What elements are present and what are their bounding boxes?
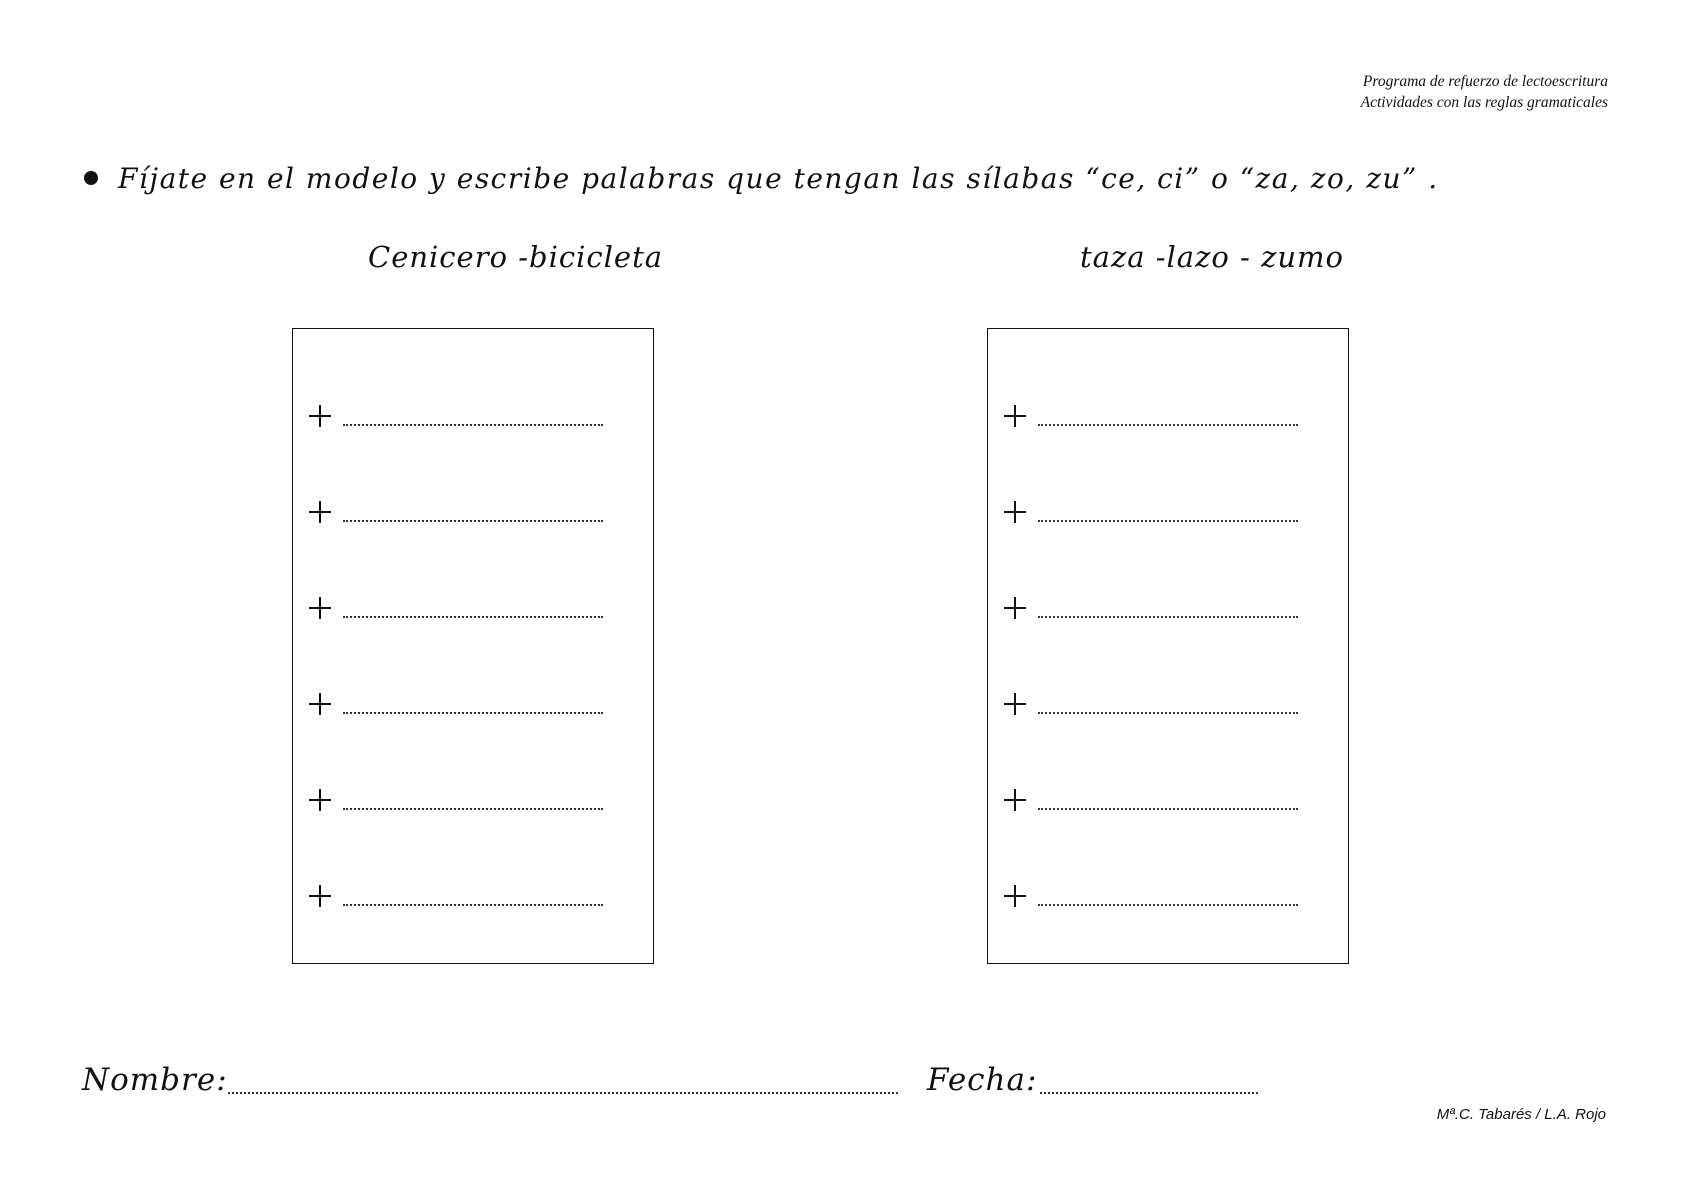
answer-line[interactable] [343,424,603,426]
answer-line[interactable] [343,616,603,618]
answer-line[interactable] [343,520,603,522]
answer-entry[interactable] [309,492,609,532]
plus-icon [309,501,331,523]
plus-icon [1004,885,1026,907]
author-credit: Mª.C. Tabarés / L.A. Rojo [1436,1106,1606,1123]
answer-line[interactable] [1038,616,1298,618]
answer-entry[interactable] [309,780,609,820]
plus-icon [309,693,331,715]
plus-icon [309,885,331,907]
answer-entry[interactable] [1004,396,1304,436]
answer-entry[interactable] [1004,876,1304,916]
header-program-title: Programa de refuerzo de lectoescritura [1362,73,1608,90]
plus-icon [1004,597,1026,619]
header-activity-subtitle: Actividades con las reglas gramaticales [1360,94,1608,111]
answer-entry[interactable] [309,588,609,628]
answer-entry[interactable] [309,876,609,916]
answer-line[interactable] [343,808,603,810]
model-words-za-zo-zu: taza -lazo - zumo [1080,240,1344,274]
nombre-label: Nombre: [82,1062,228,1098]
document-header [1361,71,1608,113]
answer-entry[interactable] [1004,492,1304,532]
nombre-field[interactable] [228,1092,898,1094]
answer-entry[interactable] [309,396,609,436]
answer-line[interactable] [1038,520,1298,522]
answer-line[interactable] [1038,808,1298,810]
plus-icon [1004,501,1026,523]
plus-icon [309,597,331,619]
instruction-text: Fíjate en el modelo y escribe palabras que tengan las sílabas “ce, ci” o “za, zo, zu” . [118,161,1439,195]
fecha-label: Fecha: [927,1062,1038,1098]
instruction [84,158,1439,198]
answer-entry[interactable] [1004,588,1304,628]
answer-entry[interactable] [309,684,609,724]
answer-entry[interactable] [1004,684,1304,724]
answer-entry[interactable] [1004,780,1304,820]
plus-icon [1004,789,1026,811]
fecha-field[interactable] [1040,1092,1258,1094]
plus-icon [309,405,331,427]
plus-icon [1004,405,1026,427]
answer-line[interactable] [343,904,603,906]
model-words-ce-ci: Cenicero -bicicleta [368,240,664,274]
answer-line[interactable] [1038,712,1298,714]
answer-line[interactable] [1038,424,1298,426]
plus-icon [1004,693,1026,715]
bullet-icon [84,171,98,185]
plus-icon [309,789,331,811]
answer-box-za-zo-zu [987,328,1349,964]
answer-line[interactable] [1038,904,1298,906]
answer-line[interactable] [343,712,603,714]
answer-box-ce-ci [292,328,654,964]
